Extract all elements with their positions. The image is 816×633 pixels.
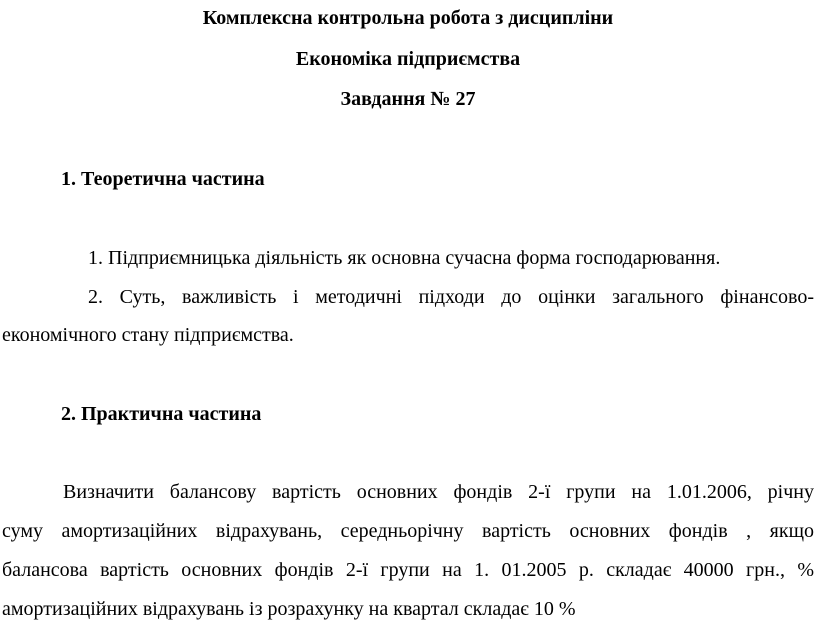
subject-title: Економіка підприємства: [295, 48, 521, 70]
theory-item-1: 1. Підприємницька діяльність як основна сучасна форма господарювання.: [88, 247, 721, 269]
theory-heading: 1. Теоретична частина: [61, 168, 265, 190]
task-number: Завдання № 27: [340, 88, 476, 110]
practice-line-3: балансова вартість основних фондів 2-ї групи на 1. 01.2005 р. складає 40000 грн., %: [2, 559, 814, 581]
practice-heading: 2. Практична частина: [61, 403, 262, 425]
practice-line-2: суму амортизаційних відрахувань, середньорічну вартість основних фондів , якщо: [2, 520, 814, 542]
document-title: Комплексна контрольна робота з дисципліни: [202, 7, 614, 29]
theory-item-2-line-2: економічного стану підприємства.: [2, 324, 294, 346]
practice-line-4: амортизаційних відрахувань із розрахунку на квартал складає 10 %: [2, 598, 576, 620]
theory-item-2-line-1: 2. Суть, важливість і методичні підходи до оцінки загального фінансово-: [88, 286, 814, 308]
practice-line-1: Визначити балансову вартість основних фондів 2-ї групи на 1.01.2006, річну: [63, 481, 814, 503]
